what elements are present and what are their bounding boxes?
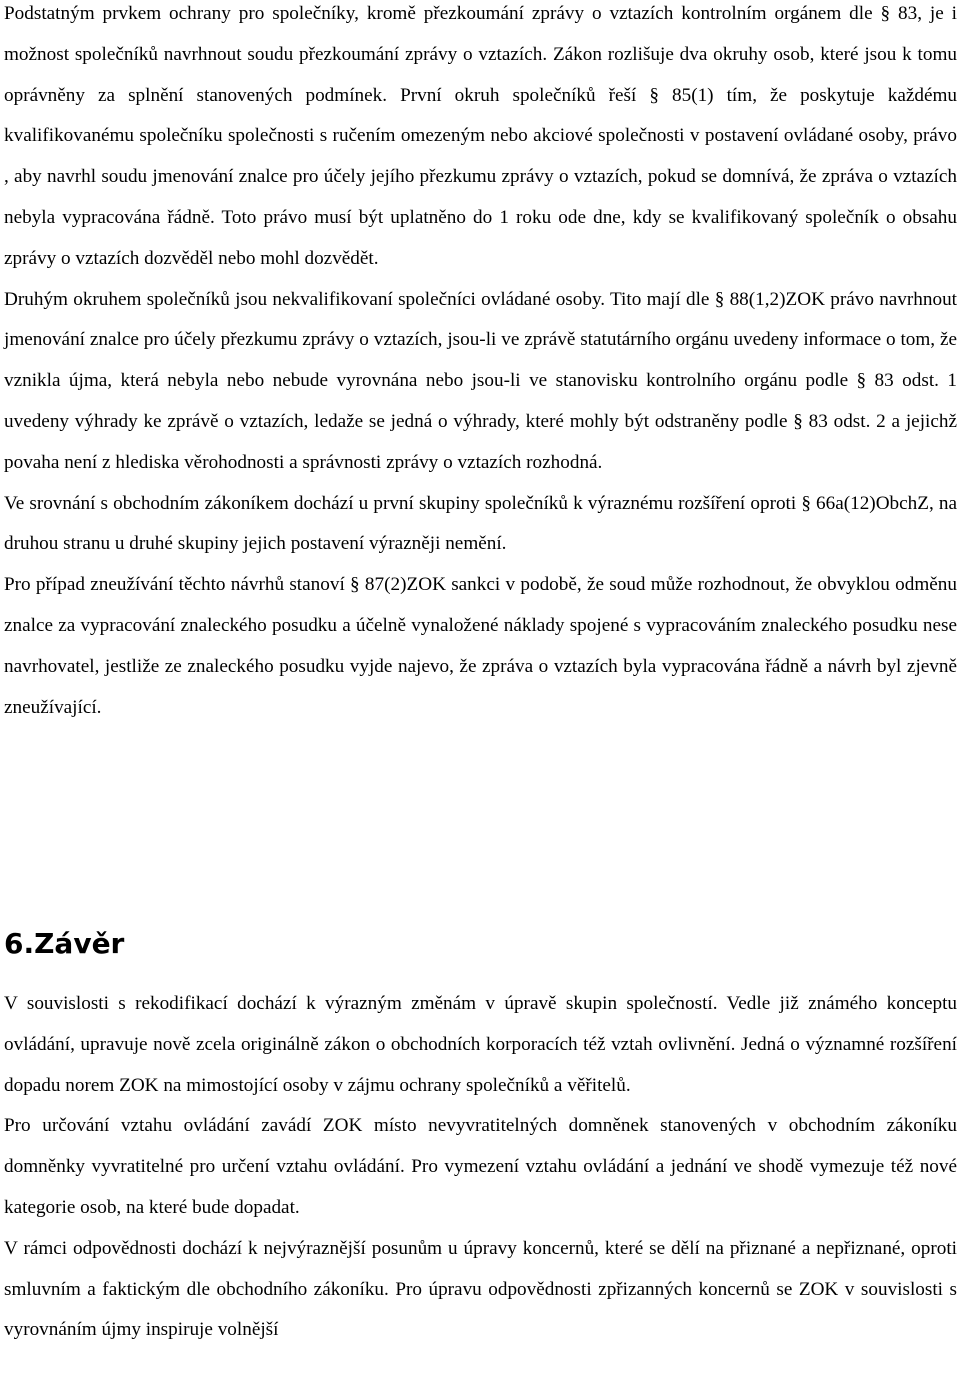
- section-before-heading: [4, 0, 957, 728]
- paragraph-7: V rámci odpovědnosti dochází k nejvýraznější posunům u úpravy koncernů, které se dělí na přiznané a nepřiznané, oproti smluvním a faktickým dle obchodního zákoníku. Pro úpravu odpovědnosti zpřizanných koncernů se ZOK v souvislosti s vyrovnáním újmy inspiruje volnější: [4, 1237, 957, 1341]
- paragraph-5: V souvislosti s rekodifikací dochází k výrazným změnám v úpravě skupin společností. Vedle již známého konceptu ovládání, upravuje nově zcela originálně zákon o obchodních korporacích též vztah ovlivnění. Jedná o významné rozšíření dopadu norem ZOK na mimostojící osoby v zájmu ochrany společníků a věřitelů.: [4, 993, 957, 1096]
- section-after-heading: [4, 984, 957, 1351]
- paragraph-3: Ve srovnání s obchodním zákoníkem dochází u první skupiny společníků k výraznému rozšíření oproti § 66a(12)ObchZ, na druhou stranu u druhé skupiny jejich postavení výrazněji nemění.: [4, 492, 957, 555]
- paragraph-1: Podstatným prvkem ochrany pro společníky, kromě přezkoumání zprávy o vztazích kontrolním orgánem dle § 83, je i možnost společníků navrhnout soudu přezkoumání zprávy o vztazích. Zákon rozlišuje dva okruhy osob, které jsou k tomu oprávněny za splnění stanovených podmínek. První okruh společníků řeší § 85(1) tím, že poskytuje každému kvalifikovanému společníku společnosti s ručením omezeným nebo akciové společnosti v postavení ovládané osoby, právo , aby navrhl soudu jmenování znalce pro účely jejího přezkumu zprávy o vztazích, pokud se domnívá, že zpráva o vztazích nebyla vypracována řádně. Toto právo musí být uplatněno do 1 roku ode dne, kdy se kvalifikovaný společník o obsahu zprávy o vztazích dozvěděl nebo mohl dozvědět.: [4, 3, 957, 269]
- paragraph-4: Pro případ zneužívání těchto návrhů stanoví § 87(2)ZOK sankci v podobě, že soud může rozhodnout, že obvyklou odměnu znalce za vypracování znaleckého posudku a účelně vynaložené náklady spojené s vypracováním znaleckého posudku nese navrhovatel, jestliže ze znaleckého posudku vyjde najevo, že zpráva o vztazích byla vypracována řádně a návrh byl zjevně zneužívající.: [4, 574, 957, 718]
- paragraph-2: Druhým okruhem společníků jsou nekvalifikovaní společníci ovládané osoby. Tito mají dle § 88(1,2)ZOK právo navrhnout jmenování znalce pro účely přezkumu zprávy o vztazích, jsou-li ve zprávě statutárního orgánu uvedeny informace o tom, že vznikla újma, která nebyla nebo nebude vyrovnána nebo jsou-li ve stanovisku kontrolního orgánu podle § 83 odst. 1 uvedeny výhrady ke zprávě o vztazích, ledaže se jedná o výhrady, které mohly být odstraněny podle § 83 odst. 2 a jejichž povaha není z hlediska věrohodnosti a správnosti zprávy o vztazích rozhodná.: [4, 288, 957, 473]
- paragraph-6: Pro určování vztahu ovládání zavádí ZOK místo nevyvratitelných domněnek stanovených v obchodním zákoníku domněnky vyvratitelné pro určení vztahu ovládání. Pro vymezení vztahu ovládání a jednání ve shodě vymezuje též nové kategorie osob, na které bude dopadat.: [4, 1115, 957, 1218]
- section-heading: 6.Závěr: [4, 927, 125, 960]
